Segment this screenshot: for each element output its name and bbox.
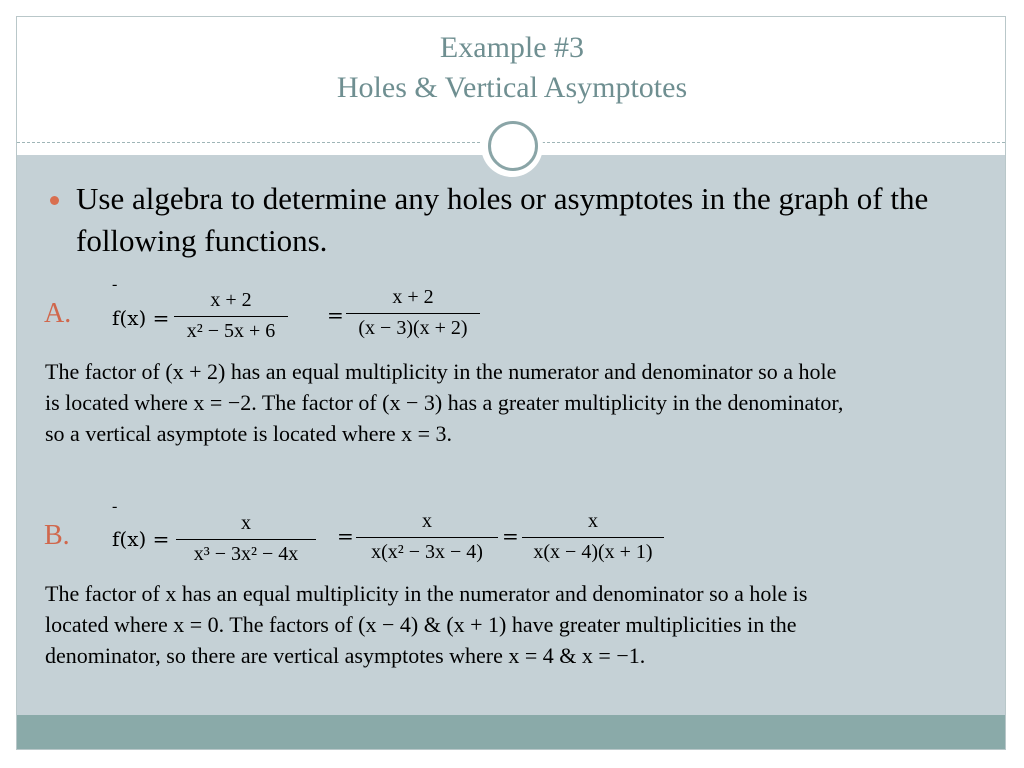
part-b-frac3-denominator: x(x − 4)(x + 1) (533, 541, 653, 563)
part-b-lhs: f(x) = (112, 527, 170, 551)
part-a-fraction-2 (346, 286, 480, 340)
part-a-frac2-denominator: (x − 3)(x + 2) (358, 317, 468, 339)
part-b-explanation: The factor of x has an equal multiplicity in the numerator and denominator so a hole is located where x = 0. The factors of (x − 4) & (x + 1) have greater multiplicities in the denominator, so there are vertical asymptotes where x = 4 & x = −1. (45, 581, 808, 668)
part-b-fraction-1 (176, 512, 316, 566)
bullet-text: Use algebra to determine any holes or asymptotes in the graph of the following functions. (76, 181, 929, 258)
part-a-lhs: f(x) = (112, 306, 170, 330)
fraction-bar (346, 313, 480, 314)
part-b-frac2-numerator: x (422, 510, 432, 532)
part-b-frac2-denominator: x(x² − 3x − 4) (371, 541, 483, 563)
part-b-frac1-denominator: x³ − 3x² − 4x (193, 543, 299, 565)
fraction-bar (174, 316, 288, 317)
part-a-frac1-denominator: x² − 5x + 6 (186, 320, 276, 342)
part-a-dash: - (112, 276, 118, 293)
part-b-equals-1: = (337, 524, 354, 548)
slide-title (0, 28, 1024, 108)
part-b-fraction-3 (522, 510, 664, 564)
part-a-label: A. (44, 298, 72, 329)
part-a-frac1-numerator: x + 2 (210, 289, 252, 311)
fraction-bar (356, 537, 498, 538)
part-b-dash: - (112, 498, 118, 515)
part-b-equals-2: = (502, 524, 519, 548)
part-a-equals: = (327, 303, 344, 327)
fraction-bar (176, 539, 316, 540)
part-b-frac3-numerator: x (588, 510, 598, 532)
part-b-frac1-numerator: x (241, 512, 251, 534)
part-b-label: B. (44, 520, 70, 551)
part-a-frac2-numerator: x + 2 (392, 286, 434, 308)
bullet-dot-icon (50, 196, 59, 205)
part-b-fraction-2 (356, 510, 498, 564)
part-a-fraction-1 (174, 289, 288, 343)
footer-band (17, 715, 1005, 749)
title-line-1: Example #3 (439, 31, 585, 64)
part-a-explanation: The factor of (x + 2) has an equal multiplicity in the numerator and denominator so a hole is located where x = −2. The factor of (x − 3) has a greater multiplicity in the denominator, so a vertical asymptote is located where x = 3. (45, 359, 844, 446)
circle-ring-icon (488, 121, 538, 171)
fraction-bar (522, 537, 664, 538)
title-line-2: Holes & Vertical Asymptotes (336, 71, 688, 104)
